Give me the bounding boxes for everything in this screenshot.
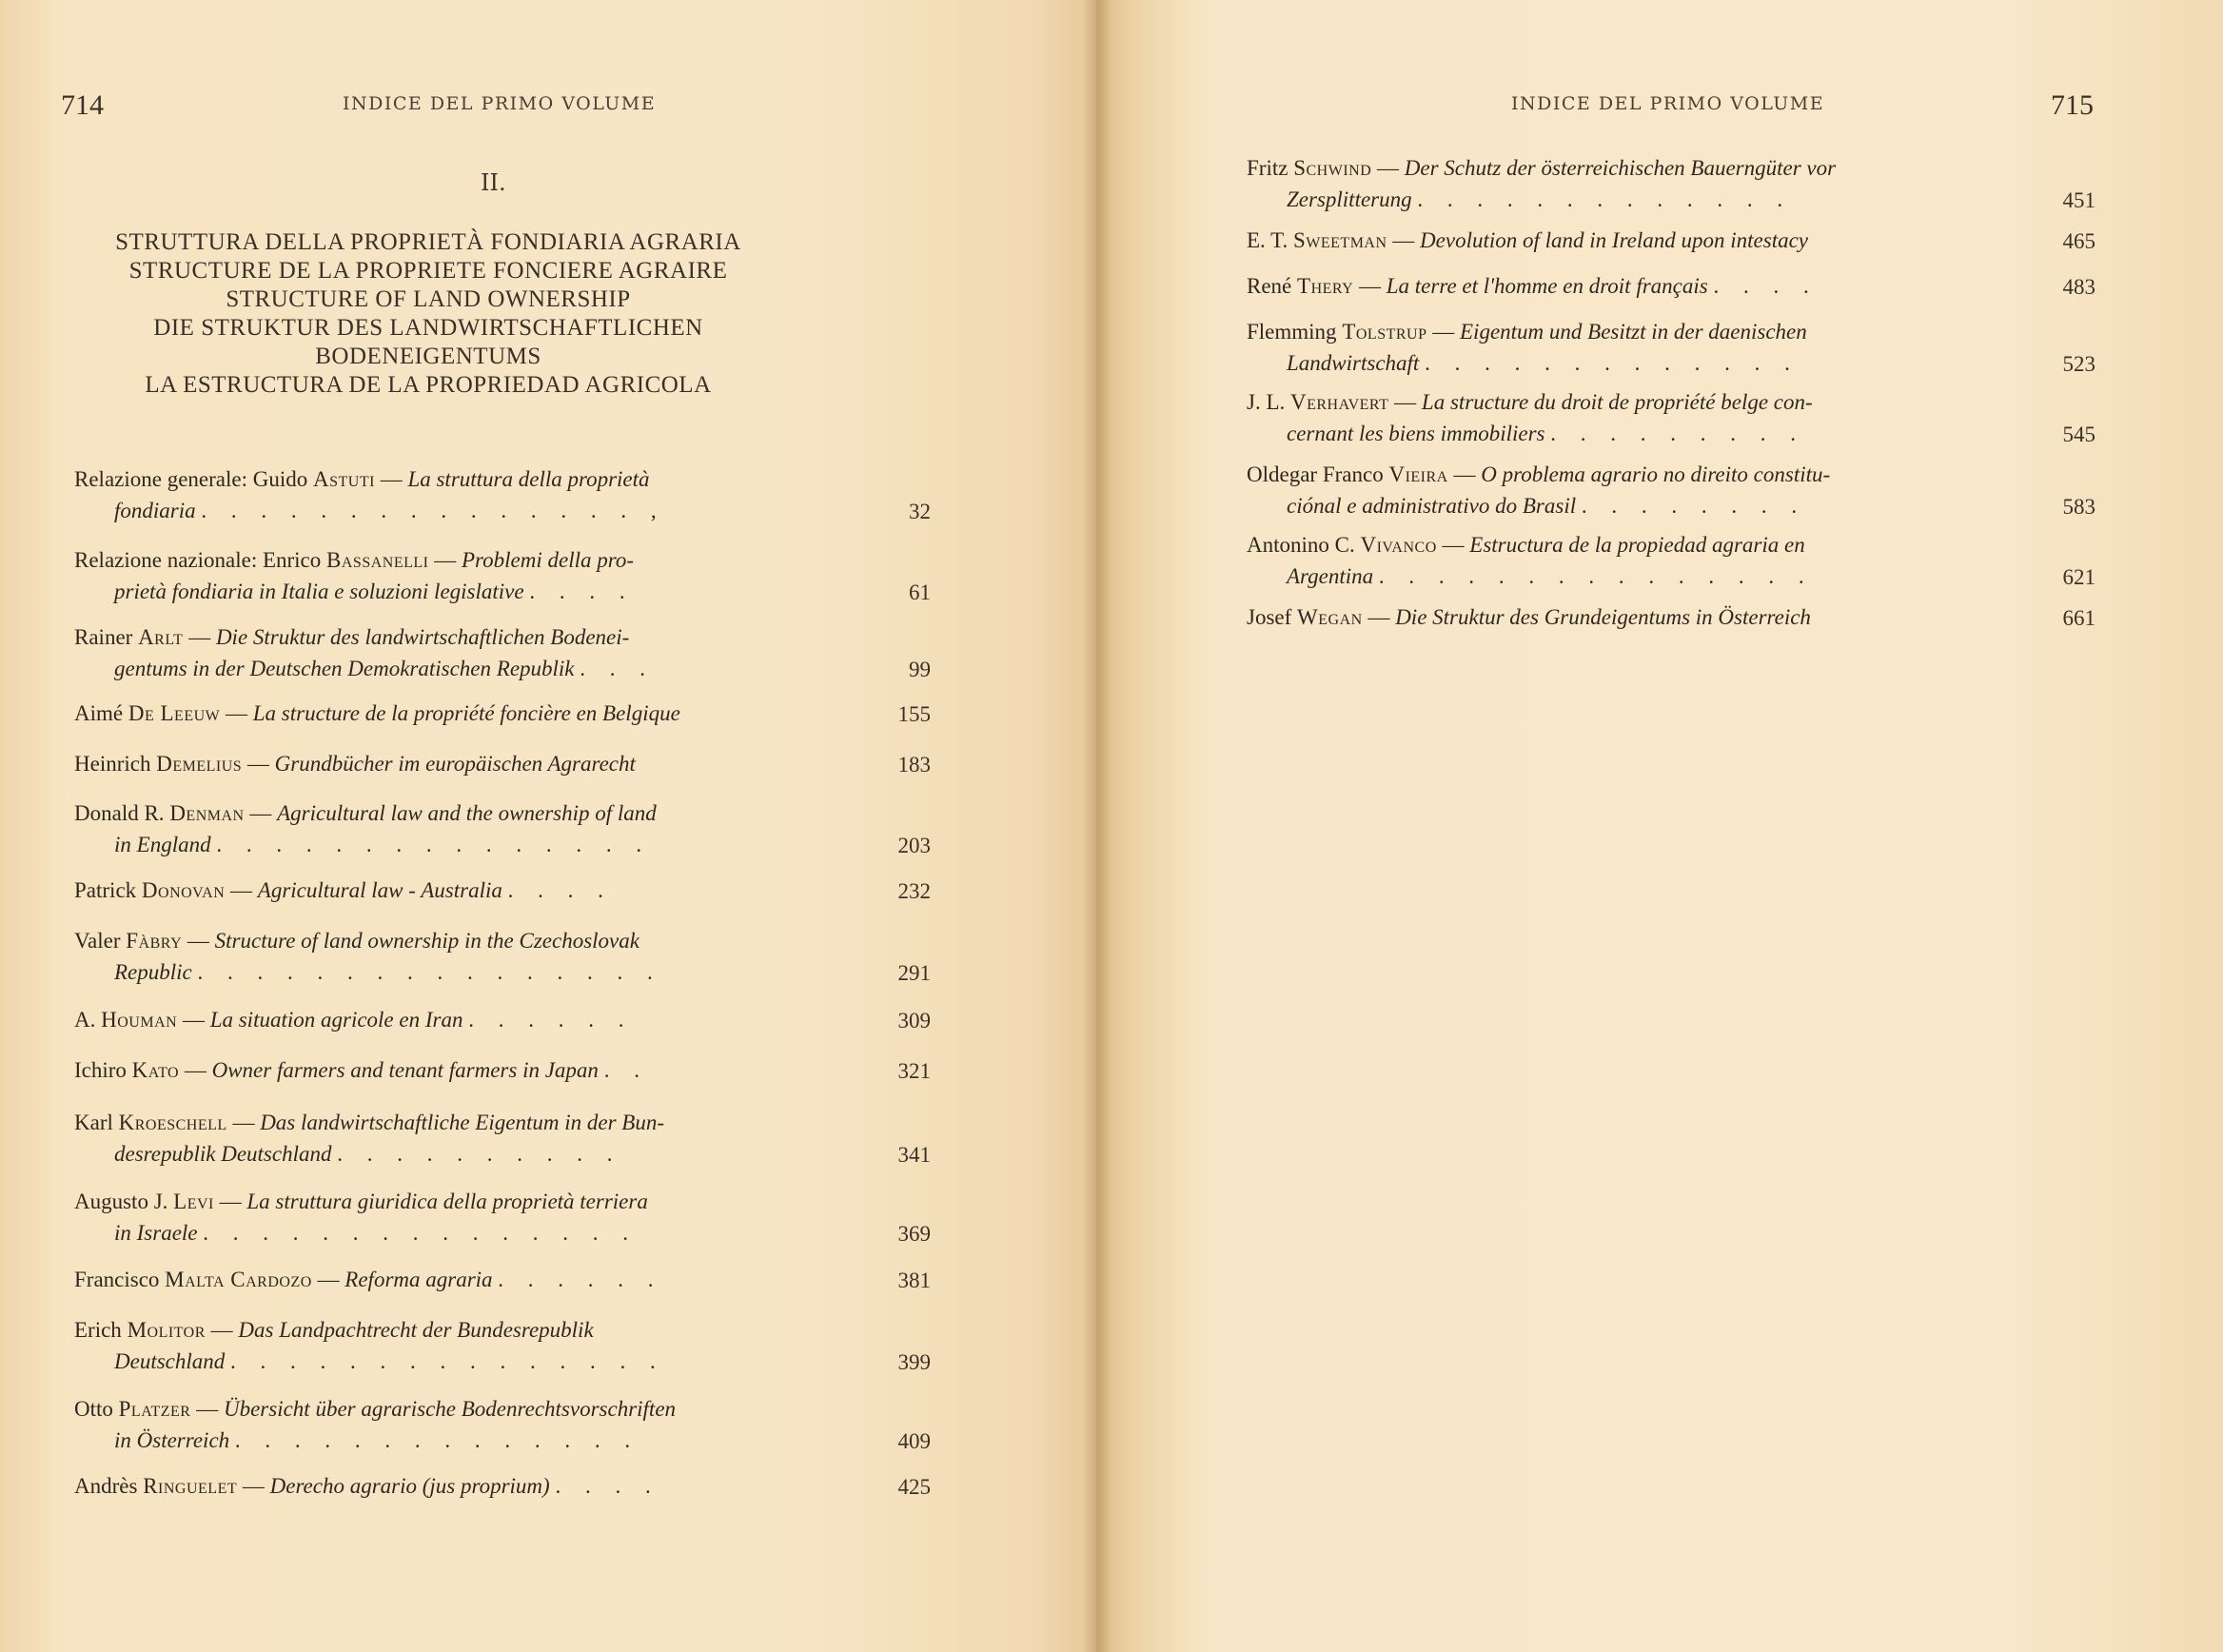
author-given-name: Flemming: [1247, 320, 1343, 344]
toc-entry-line: Josef Wegan — Die Struktur des Grundeigentums in Österreich: [1247, 605, 1811, 629]
entry-title: La structure du droit de propriété belge con-: [1421, 390, 1813, 414]
left-running-head: INDICE DEL PRIMO VOLUME: [343, 93, 657, 114]
toc-entry-line: Erich Molitor — Das Landpachtrecht der Bundesrepublik: [74, 1318, 594, 1342]
entry-title-continued: gentums in der Deutschen Demokratischen Republik: [114, 657, 575, 680]
author-surname: Schwind: [1293, 156, 1372, 180]
author-surname: Donovan: [141, 878, 226, 902]
toc-entry: [1247, 152, 1979, 215]
entry-title-continued: Zersplitterung: [1287, 187, 1412, 211]
leader-dots: . . . . . . . . . . . . . . .: [1378, 564, 1814, 588]
section-number: II.: [481, 169, 506, 196]
toc-entry: [1247, 316, 1979, 379]
entry-title-continued: cernant les biens immobiliers: [1287, 422, 1545, 445]
leader-dots: . .: [603, 1058, 649, 1082]
leader-dots: . . . . . .: [498, 1268, 663, 1291]
page-reference: 32: [909, 500, 931, 523]
entry-title-continued: Landwirtschaft: [1287, 351, 1420, 375]
toc-entry: [74, 621, 816, 684]
author-surname: Vivanco: [1360, 533, 1437, 557]
entry-title-continued: Argentina: [1287, 564, 1374, 588]
toc-entry: [1247, 270, 1979, 302]
entry-title: Eigentum und Besitzt in der daenischen: [1460, 320, 1807, 344]
toc-entry-continuation: [74, 1425, 816, 1456]
toc-entry-line: Ichiro Kato — Owner farmers and tenant farmers in Japan . .: [74, 1058, 649, 1082]
entry-title: Die Struktur des landwirtschaftlichen Bodenei-: [215, 625, 630, 649]
entry-title: Agricultural law and the ownership of land: [277, 801, 657, 825]
right-running-head: INDICE DEL PRIMO VOLUME: [1511, 93, 1825, 114]
entry-title: La structure de la propriété foncière en Belgique: [252, 701, 680, 725]
section-titles: [105, 228, 752, 400]
entry-title-continued: prietà fondiaria in Italia e soluzioni legislative: [114, 580, 524, 603]
author-surname: Fàbry: [126, 929, 183, 953]
toc-entry-continuation: [1247, 490, 1979, 521]
author-surname: Arlt: [138, 625, 184, 649]
toc-entry: [74, 544, 816, 607]
leader-dots: . . . .: [507, 878, 613, 902]
author-surname: Wegan: [1297, 605, 1363, 629]
entry-title-continued: desrepublik Deutschland: [114, 1142, 332, 1166]
leader-dots: . . . . . . . . . . . . . . . .: [197, 960, 662, 984]
page-reference: 661: [2062, 606, 2095, 630]
section-title-line: DIE STRUKTUR DES LANDWIRTSCHAFTLICHEN: [153, 315, 703, 341]
page-reference: 232: [897, 879, 931, 903]
entry-title: Owner farmers and tenant farmers in Japan: [211, 1058, 599, 1082]
toc-entry: [74, 463, 816, 526]
entry-title: La struttura della proprietà: [407, 467, 650, 491]
right-page-number: 715: [2051, 89, 2094, 121]
page-reference: 523: [2062, 352, 2095, 376]
author-surname: Sweetman: [1292, 228, 1387, 252]
toc-entry-continuation: [74, 956, 816, 988]
entry-title-continued: Republic: [114, 960, 192, 984]
toc-entry-line: Francisco Malta Cardozo — Reforma agraria . . . . . .: [74, 1268, 663, 1291]
author-surname: Vieira: [1388, 462, 1448, 486]
toc-entry: [74, 1186, 816, 1249]
author-given-name: Otto: [74, 1397, 119, 1421]
toc-entry-line: Oldegar Franco Vieira — O problema agrario no direito constitu-: [1247, 462, 1831, 486]
page-reference: 425: [897, 1475, 931, 1499]
page-reference: 61: [909, 580, 931, 604]
author-given-name: Antonino C.: [1247, 533, 1361, 557]
author-surname: Denman: [169, 801, 245, 825]
toc-entry-line: Rainer Arlt — Die Struktur des landwirtschaftlichen Bodenei-: [74, 625, 630, 649]
toc-entry: [1247, 601, 1979, 633]
page-reference: 583: [2062, 495, 2095, 519]
section-title-line: STRUCTURE OF LAND OWNERSHIP: [226, 286, 631, 312]
entry-title: Der Schutz der österreichischen Bauerngüter vor: [1404, 156, 1837, 180]
toc-entry-continuation: [1247, 560, 1979, 592]
entry-title: Das Landpachtrecht der Bundesrepublik: [238, 1318, 594, 1342]
toc-entry-continuation: [1247, 418, 1979, 449]
entry-title-continued: in Österreich: [114, 1428, 230, 1452]
leader-dots: . . . . . . . . . . . . .: [1417, 187, 1793, 211]
author-given-name: J. L.: [1247, 390, 1290, 414]
page-reference: 99: [909, 658, 931, 681]
page-reference: 483: [2062, 275, 2095, 299]
toc-entry-line: Flemming Tolstrup — Eigentum und Besitzt in der daenischen: [1247, 320, 1807, 344]
section-title-line: STRUTTURA DELLA PROPRIETÀ FONDIARIA AGRARIA: [115, 229, 741, 255]
toc-entry: [1247, 529, 1979, 592]
page-reference: 465: [2062, 229, 2095, 253]
author-surname: Kroeschell: [118, 1111, 227, 1134]
entry-title: Estructura de la propiedad agraria en: [1469, 533, 1805, 557]
author-surname: Thery: [1297, 274, 1354, 298]
page-reference: 309: [897, 1009, 931, 1032]
leader-dots: . . . . . .: [468, 1008, 634, 1032]
toc-entry-line: Valer Fàbry — Structure of land ownership in the Czechoslovak: [74, 929, 639, 953]
toc-entry-line: Antonino C. Vivanco — Estructura de la propiedad agraria en: [1247, 533, 1805, 557]
author-given-name: René: [1247, 274, 1298, 298]
left-page-number: 714: [61, 89, 104, 121]
author-given-name: A.: [74, 1008, 102, 1032]
author-given-name: Aimé: [74, 701, 128, 725]
toc-entry-line: Heinrich Demelius — Grundbücher im europäischen Agrarecht: [74, 752, 636, 776]
leader-dots: . . . . . . . . . .: [337, 1142, 622, 1166]
author-surname: Kato: [131, 1058, 180, 1082]
entry-title: Die Struktur des Grundeigentums in Österreich: [1395, 605, 1811, 629]
page-reference: 409: [897, 1429, 931, 1453]
toc-entry: [74, 875, 816, 906]
author-given-name: Augusto J.: [74, 1190, 174, 1213]
author-given-name: E. T.: [1247, 228, 1293, 252]
toc-entry-line: Andrès Ringuelet — Derecho agrario (jus proprium) . . . .: [74, 1474, 660, 1498]
leader-dots: . . . . . . . . . . . . .: [1425, 351, 1800, 375]
author-given-name: Relazione nazionale: Enrico: [74, 548, 327, 572]
author-given-name: Relazione generale: Guido: [74, 467, 313, 491]
entry-title: O problema agrario no direito constitu-: [1481, 462, 1831, 486]
toc-entry-continuation: [1247, 184, 1979, 215]
toc-entry-line: E. T. Sweetman — Devolution of land in Ireland upon intestacy: [1247, 228, 1809, 252]
toc-entry-continuation: [74, 1346, 816, 1377]
toc-entry: [74, 925, 816, 988]
leader-dots: . . . .: [1713, 274, 1819, 298]
entry-title: La situation agricole en Iran: [209, 1008, 463, 1032]
toc-entry-line: Relazione generale: Guido Astuti — La struttura della proprietà: [74, 467, 650, 491]
entry-title: Übersicht über agrarische Bodenrechtsvorschriften: [223, 1397, 677, 1421]
author-given-name: Rainer: [74, 625, 139, 649]
toc-entry-continuation: [74, 1217, 816, 1249]
toc-entry-line: Augusto J. Levi — La struttura giuridica della proprietà terriera: [74, 1190, 648, 1213]
author-given-name: Josef: [1247, 605, 1298, 629]
author-given-name: Ichiro: [74, 1058, 132, 1082]
leader-dots: . . . .: [529, 580, 635, 603]
section-title-line: STRUCTURE DE LA PROPRIETE FONCIERE AGRAIRE: [128, 258, 728, 284]
section-title-line: BODENEIGENTUMS: [315, 344, 541, 369]
author-surname: Verhavert: [1290, 390, 1389, 414]
entry-title: Derecho agrario (jus proprium): [269, 1474, 550, 1498]
section-title-line: LA ESTRUCTURA DE LA PROPRIEDAD AGRICOLA: [145, 372, 712, 398]
leader-dots: . . . .: [555, 1474, 660, 1498]
author-surname: Demelius: [156, 752, 243, 776]
entry-title-continued: Deutschland: [114, 1349, 226, 1373]
entry-title: Structure of land ownership in the Czechoslovak: [214, 929, 639, 953]
author-given-name: Erich: [74, 1318, 128, 1342]
author-given-name: Francisco: [74, 1268, 166, 1291]
toc-entry: [1247, 459, 1979, 521]
author-given-name: Donald R.: [74, 801, 170, 825]
entry-title-continued: in Israele: [114, 1221, 198, 1245]
entry-title: Agricultural law - Australia: [257, 878, 502, 902]
toc-entry: [74, 1004, 816, 1035]
page-reference: 451: [2062, 188, 2095, 212]
toc-entry-line: Fritz Schwind — Der Schutz der österreichischen Bauerngüter vor: [1247, 156, 1837, 180]
toc-entry: [74, 1314, 816, 1377]
leader-dots: . . . . . . . . . . . . . .: [234, 1428, 640, 1452]
author-given-name: Oldegar Franco: [1247, 462, 1389, 486]
author-surname: Bassanelli: [326, 548, 429, 572]
page-reference: 203: [897, 834, 931, 857]
leader-dots: . . . . . . . .: [1581, 494, 1807, 518]
toc-entry-line: Relazione nazionale: Enrico Bassanelli — Problemi della pro-: [74, 548, 634, 572]
page-reference: 381: [897, 1268, 931, 1292]
toc-entry-line: Aimé De Leeuw — La structure de la propriété foncière en Belgique: [74, 701, 680, 725]
author-surname: Levi: [173, 1190, 214, 1213]
toc-entry-continuation: [74, 653, 816, 684]
page-reference: 621: [2062, 565, 2095, 589]
page-reference: 399: [897, 1350, 931, 1374]
page-reference: 291: [897, 961, 931, 985]
toc-entry-continuation: [74, 1138, 816, 1170]
leader-dots: . . . . . . . . . . . . . . .: [230, 1349, 665, 1373]
leader-dots: . . . . . . . . . . . . . . .: [216, 833, 652, 856]
toc-entry: [74, 797, 816, 860]
leader-dots: . . .: [580, 657, 656, 680]
entry-title: La struttura giuridica della proprietà terriera: [246, 1190, 648, 1213]
entry-title: Grundbücher im europäischen Agrarecht: [274, 752, 636, 776]
author-given-name: Heinrich: [74, 752, 157, 776]
toc-entry: [74, 748, 816, 779]
toc-entry: [1247, 225, 1979, 256]
page-reference: 341: [897, 1143, 931, 1167]
page-reference: 183: [897, 753, 931, 777]
leader-dots: . . . . . . . . .: [1550, 422, 1805, 445]
author-surname: Tolstrup: [1342, 320, 1427, 344]
toc-entry: [74, 1470, 816, 1502]
toc-entry: [74, 1393, 816, 1456]
toc-entry-line: A. Houman — La situation agricole en Iran . . . . . .: [74, 1008, 634, 1032]
toc-entry-line: Donald R. Denman — Agricultural law and the ownership of land: [74, 801, 657, 825]
author-given-name: Fritz: [1247, 156, 1294, 180]
author-given-name: Andrès: [74, 1474, 144, 1498]
entry-title: Das landwirtschaftliche Eigentum in der Bun-: [260, 1111, 665, 1134]
book-gutter: [1083, 0, 1112, 1652]
author-given-name: Patrick: [74, 878, 142, 902]
entry-title-continued: in England: [114, 833, 211, 856]
author-surname: Ringuelet: [143, 1474, 238, 1498]
author-surname: Platzer: [118, 1397, 191, 1421]
toc-entry: [74, 1107, 816, 1170]
toc-entry-continuation: [74, 576, 816, 607]
entry-title: Problemi della pro-: [461, 548, 634, 572]
author-given-name: Karl: [74, 1111, 119, 1134]
page-reference: 155: [897, 702, 931, 726]
toc-entry: [74, 698, 816, 729]
toc-entry: [74, 1054, 816, 1086]
page-reference: 321: [897, 1059, 931, 1083]
toc-entry-line: René Thery — La terre et l'homme en droit français . . . .: [1247, 274, 1819, 298]
author-surname: Houman: [101, 1008, 178, 1032]
author-surname: Malta Cardozo: [165, 1268, 312, 1291]
toc-entry-line: Karl Kroeschell — Das landwirtschaftliche Eigentum in der Bun-: [74, 1111, 665, 1134]
author-given-name: Valer: [74, 929, 127, 953]
toc-entry-continuation: [74, 495, 816, 526]
entry-title: Reforma agraria: [344, 1268, 493, 1291]
toc-entry-line: Otto Platzer — Übersicht über agrarische Bodenrechtsvorschriften: [74, 1397, 677, 1421]
toc-entry-continuation: [74, 829, 816, 860]
toc-entry-line: J. L. Verhavert — La structure du droit de propriété belge con-: [1247, 390, 1813, 414]
toc-entry-line: Patrick Donovan — Agricultural law - Australia . . . .: [74, 878, 613, 902]
entry-title-continued: fondiaria: [114, 499, 196, 522]
toc-entry-continuation: [1247, 347, 1979, 379]
leader-dots: . . . . . . . . . . . . . . . ,: [201, 499, 666, 522]
entry-title: La terre et l'homme en droit français: [1386, 274, 1708, 298]
entry-title-continued: ciónal e administrativo do Brasil: [1287, 494, 1577, 518]
leader-dots: . . . . . . . . . . . . . . .: [203, 1221, 639, 1245]
author-surname: Molitor: [127, 1318, 206, 1342]
page-reference: 545: [2062, 423, 2095, 446]
author-surname: De Leeuw: [128, 701, 221, 725]
author-surname: Astuti: [312, 467, 375, 491]
toc-entry: [74, 1264, 816, 1295]
toc-entry: [1247, 386, 1979, 449]
page-reference: 369: [897, 1222, 931, 1246]
entry-title: Devolution of land in Ireland upon intestacy: [1420, 228, 1809, 252]
